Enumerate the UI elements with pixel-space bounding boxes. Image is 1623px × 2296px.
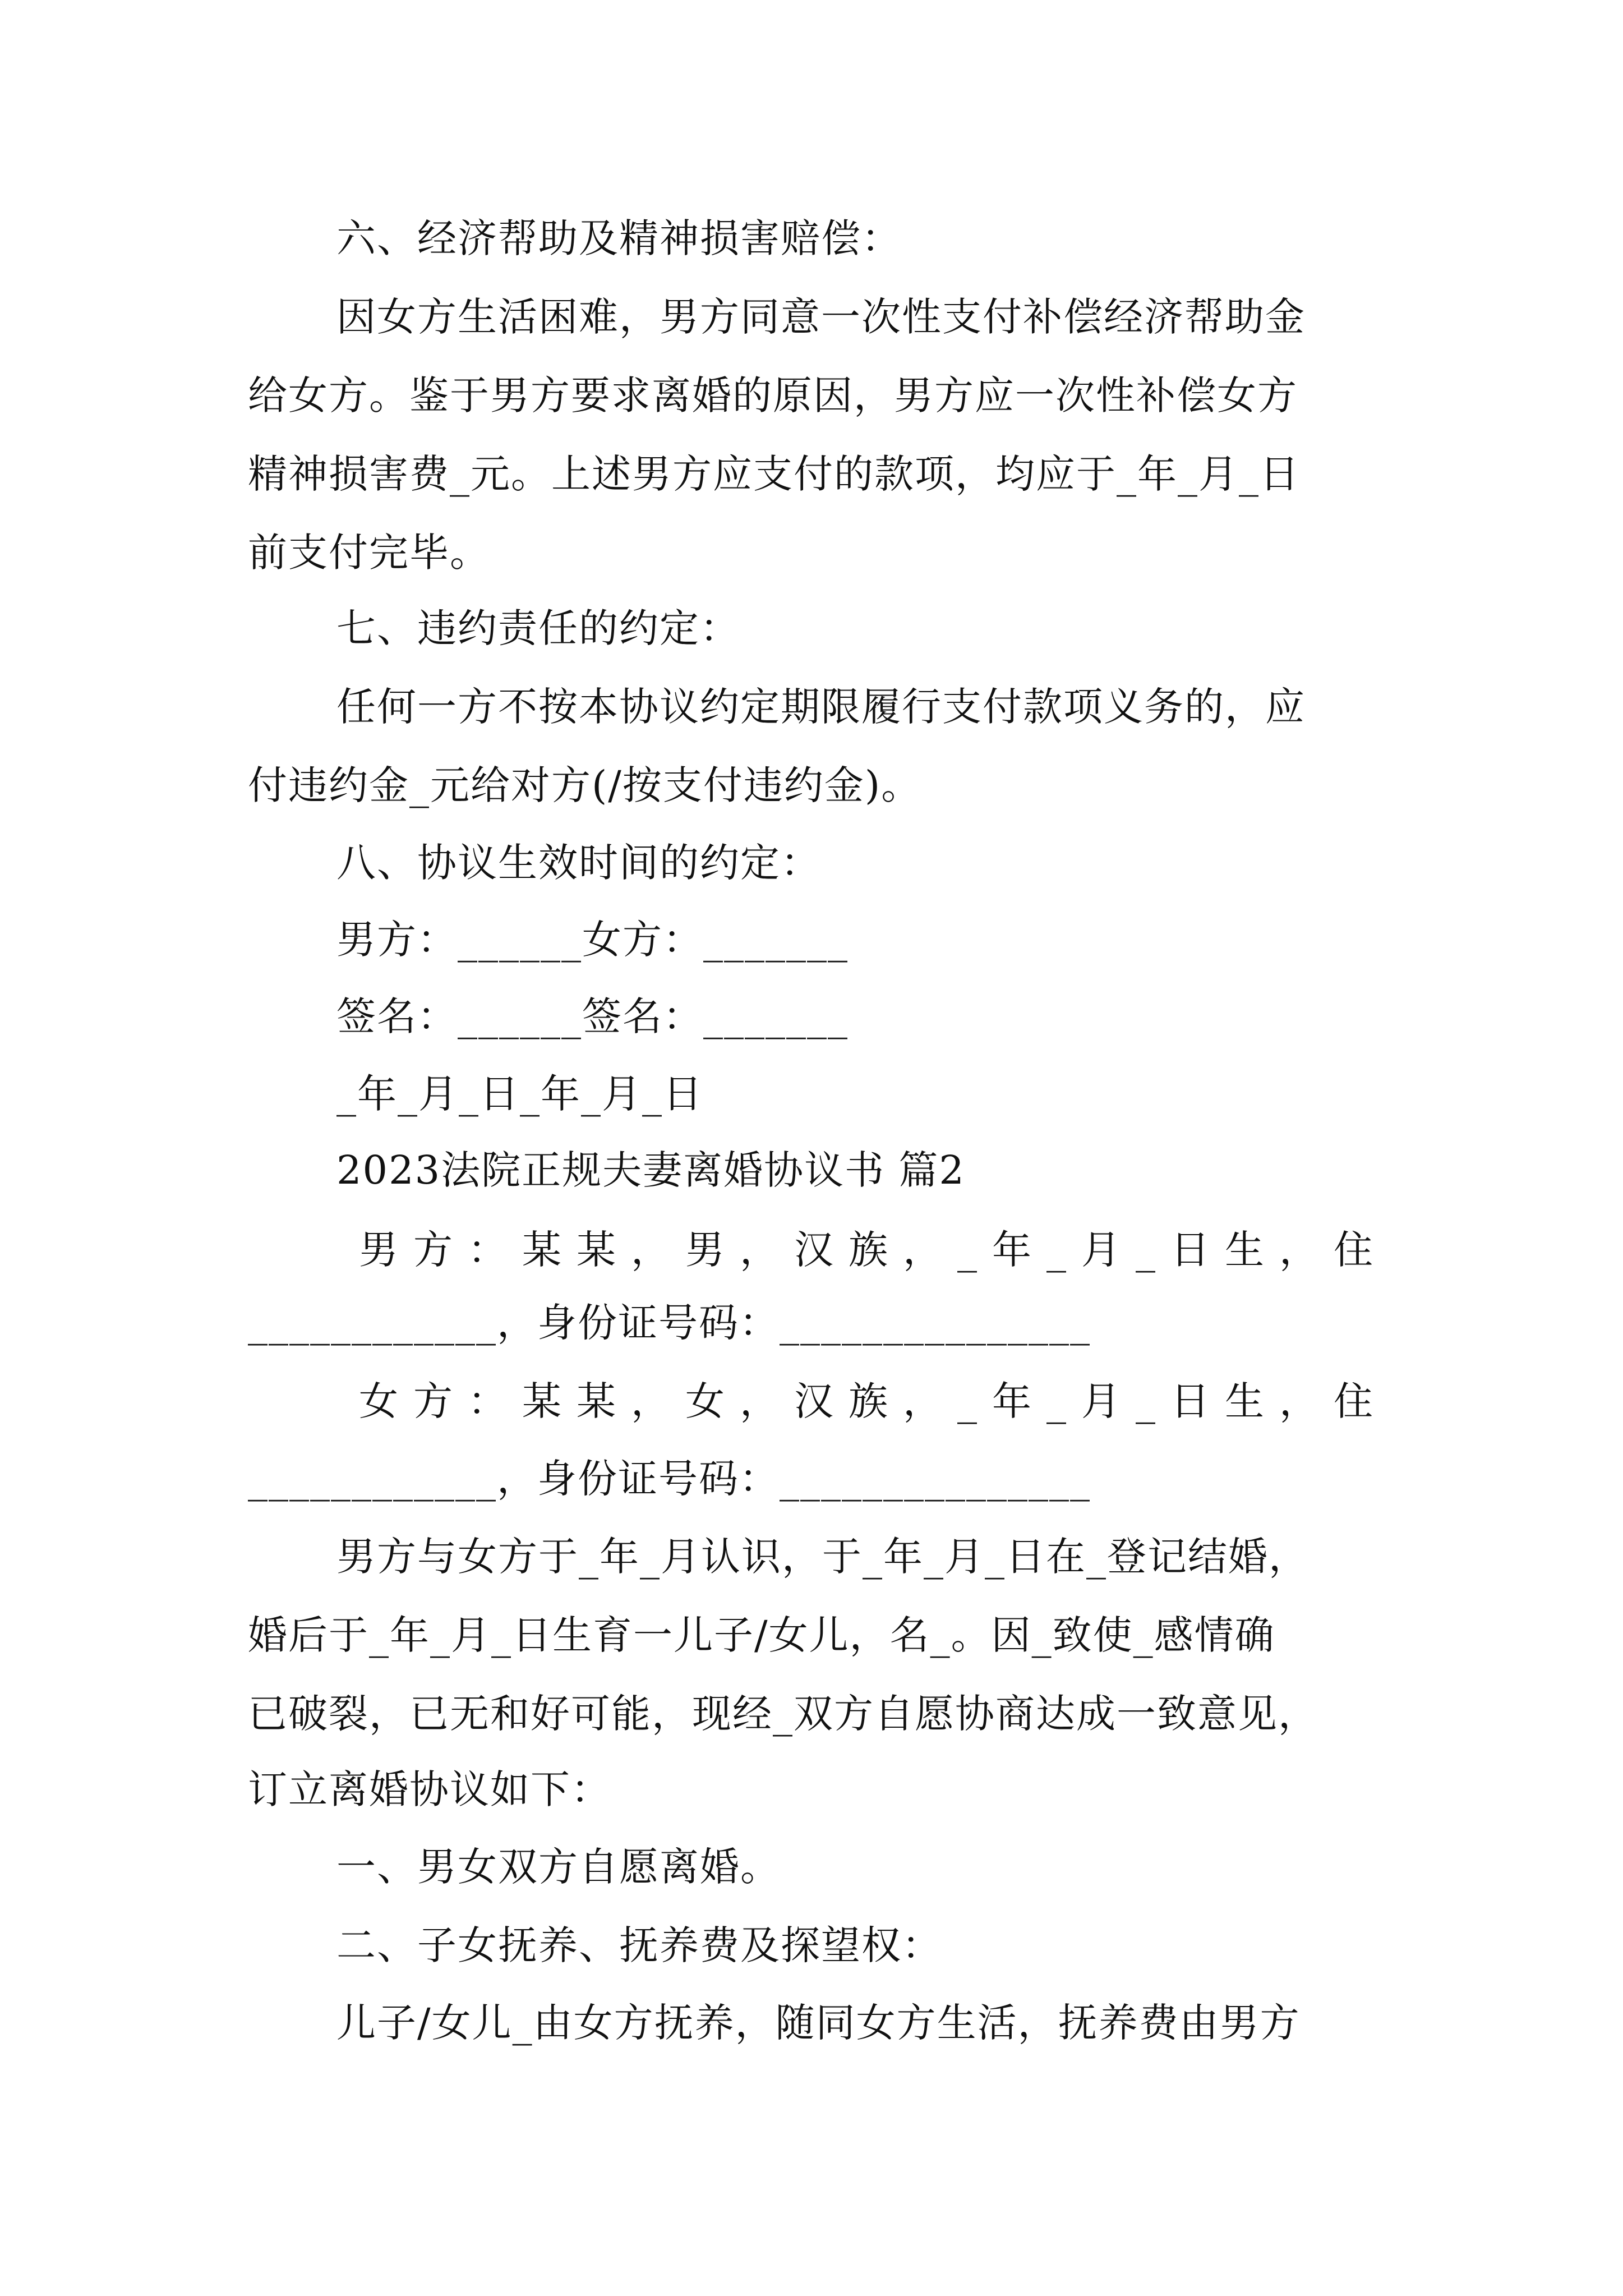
paragraph-line: 精神损害费_元。上述男方应支付的款项，均应于_年_月_日	[248, 451, 1300, 497]
signature-party-line: 男方：______女方：_______	[336, 917, 849, 963]
document-title: 2023法院正规夫妻离婚协议书 篇2	[336, 1147, 965, 1193]
section-heading-8: 八、协议生效时间的约定：	[336, 840, 821, 886]
male-id-line: ____________，身份证号码：_______________	[248, 1300, 1091, 1346]
paragraph-line: 儿子/女儿_由女方抚养，随同女方生活，抚养费由男方	[336, 2000, 1301, 2046]
paragraph-line: 订立离婚协议如下：	[248, 1766, 611, 1812]
female-id-line: ____________，身份证号码：_______________	[248, 1456, 1091, 1502]
clause-2-heading: 二、子女抚养、抚养费及探望权：	[336, 1922, 942, 1968]
male-party-line: 男方：某某，男，汉族，_年_月_日生，住	[359, 1227, 1388, 1273]
section-heading-7: 七、违约责任的约定：	[336, 605, 740, 651]
paragraph-line: 已破裂，已无和好可能，现经_双方自愿协商达成一致意见，	[248, 1691, 1318, 1737]
paragraph-line: 因女方生活困难，男方同意一次性支付补偿经济帮助金	[336, 294, 1306, 340]
paragraph-line: 前支付完毕。	[248, 530, 490, 576]
female-party-line: 女方：某某，女，汉族，_年_月_日生，住	[359, 1378, 1388, 1424]
paragraph-line: 给女方。鉴于男方要求离婚的原因，男方应一次性补偿女方	[248, 372, 1298, 418]
paragraph-line: 任何一方不按本协议约定期限履行支付款项义务的，应	[336, 684, 1306, 730]
signature-date-line: _年_月_日_年_月_日	[336, 1071, 703, 1117]
clause-1: 一、男女双方自愿离婚。	[336, 1844, 781, 1890]
paragraph-line: 男方与女方于_年_月认识，于_年_月_日在_登记结婚，	[336, 1534, 1309, 1580]
paragraph-line: 婚后于_年_月_日生育一儿子/女儿，名_。因_致使_感情确	[248, 1612, 1275, 1658]
section-heading-6: 六、经济帮助及精神损害赔偿：	[336, 215, 902, 261]
signature-name-line: 签名：______签名：_______	[336, 993, 849, 1039]
paragraph-line: 付违约金_元给对方(/按支付违约金)。	[248, 762, 922, 808]
